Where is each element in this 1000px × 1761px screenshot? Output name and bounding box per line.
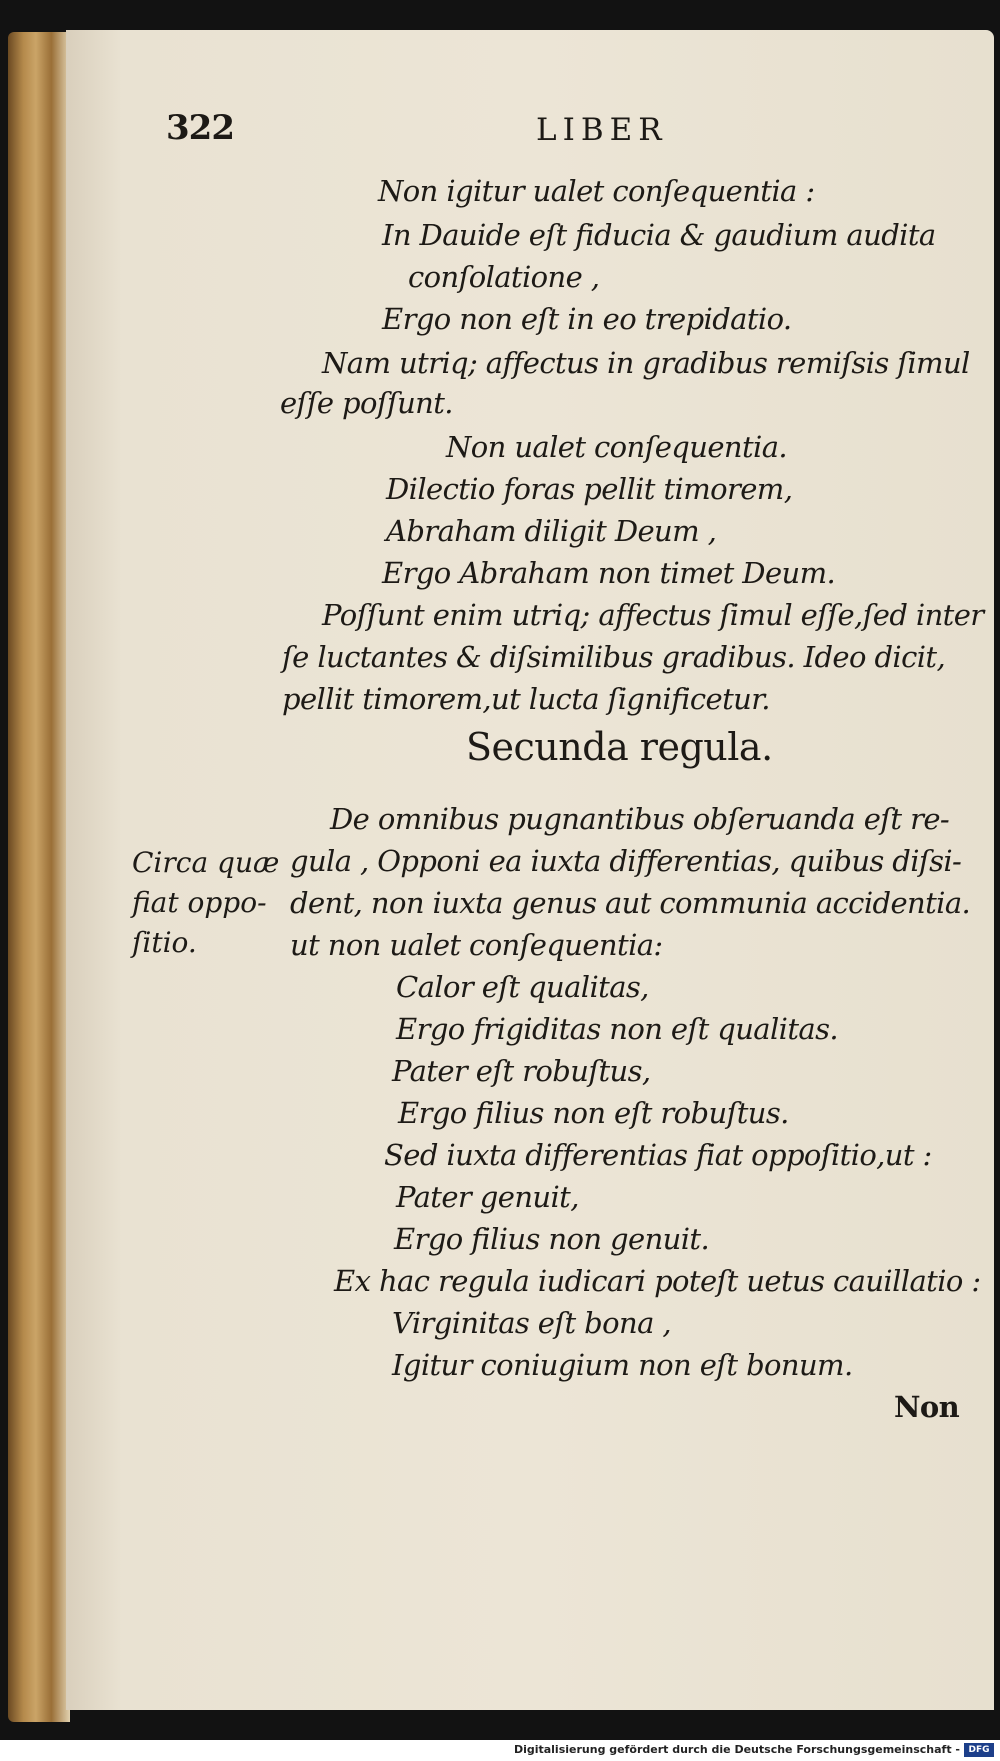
running-head: LIBER	[536, 112, 668, 148]
text-line: In Dauide eſt fiducia & gaudium audita	[382, 218, 936, 252]
margin-note-line: fiat oppo-	[132, 886, 267, 919]
text-line: Dilectio foras pellit timorem,	[386, 472, 793, 506]
footer-credit: Digitalisierung gefördert durch die Deutsche Forschungsgemeinschaft -	[513, 1743, 960, 1756]
text-line: Ergo frigiditas non eſt qualitas.	[396, 1012, 838, 1046]
text-line: conſolatione ,	[408, 260, 600, 294]
digitization-footer	[0, 1740, 1000, 1761]
text-line: Ergo non eſt in eo trepidatio.	[382, 302, 792, 336]
margin-note-line: Circa quæ	[132, 846, 280, 879]
text-line: Non igitur ualet conſequentia :	[378, 174, 815, 208]
text-line: Pater genuit,	[396, 1180, 579, 1214]
text-line: Virginitas eſt bona ,	[392, 1306, 672, 1340]
text-line: pellit timorem,ut lucta ſignificetur.	[282, 682, 770, 716]
text-line: Sed iuxta differentias fiat oppoſitio,ut :	[384, 1138, 932, 1172]
text-line: De omnibus pugnantibus obſeruanda eſt re-	[330, 802, 950, 836]
catchword: Non	[894, 1390, 960, 1424]
page-number: 322	[166, 108, 234, 148]
book-spine-edge	[8, 32, 70, 1722]
text-line: ut non ualet conſequentia:	[290, 928, 663, 962]
text-line: Igitur coniugium non eſt bonum.	[392, 1348, 853, 1382]
text-line: Pater eſt robuſtus,	[392, 1054, 651, 1088]
text-line: Ergo Abraham non timet Deum.	[382, 556, 836, 590]
text-line: Abraham diligit Deum ,	[386, 514, 717, 548]
margin-note-line: ſitio.	[132, 926, 197, 959]
text-line: Ergo filius non genuit.	[394, 1222, 710, 1256]
section-heading: Secunda regula.	[466, 725, 773, 769]
text-line: ſe luctantes & diſsimilibus gradibus. Ideo dicit,	[282, 640, 946, 674]
text-line: Poſſunt enim utriq; affectus ſimul eſſe,ſed inter	[322, 598, 984, 632]
text-line: eſſe poſſunt.	[280, 386, 453, 420]
text-line: dent, non iuxta genus aut communia accidentia.	[290, 886, 971, 920]
text-line: Ergo filius non eſt robuſtus.	[398, 1096, 789, 1130]
text-line: Ex hac regula iudicari poteſt uetus cauillatio :	[334, 1264, 981, 1298]
dfg-logo: DFG	[964, 1743, 994, 1757]
text-line: Nam utriq; affectus in gradibus remiſsis ſimul	[322, 346, 970, 380]
text-line: gula , Opponi ea iuxta differentias, quibus diſsi-	[290, 844, 962, 878]
text-line: Non ualet conſequentia.	[446, 430, 787, 464]
text-line: Calor eſt qualitas,	[396, 970, 649, 1004]
